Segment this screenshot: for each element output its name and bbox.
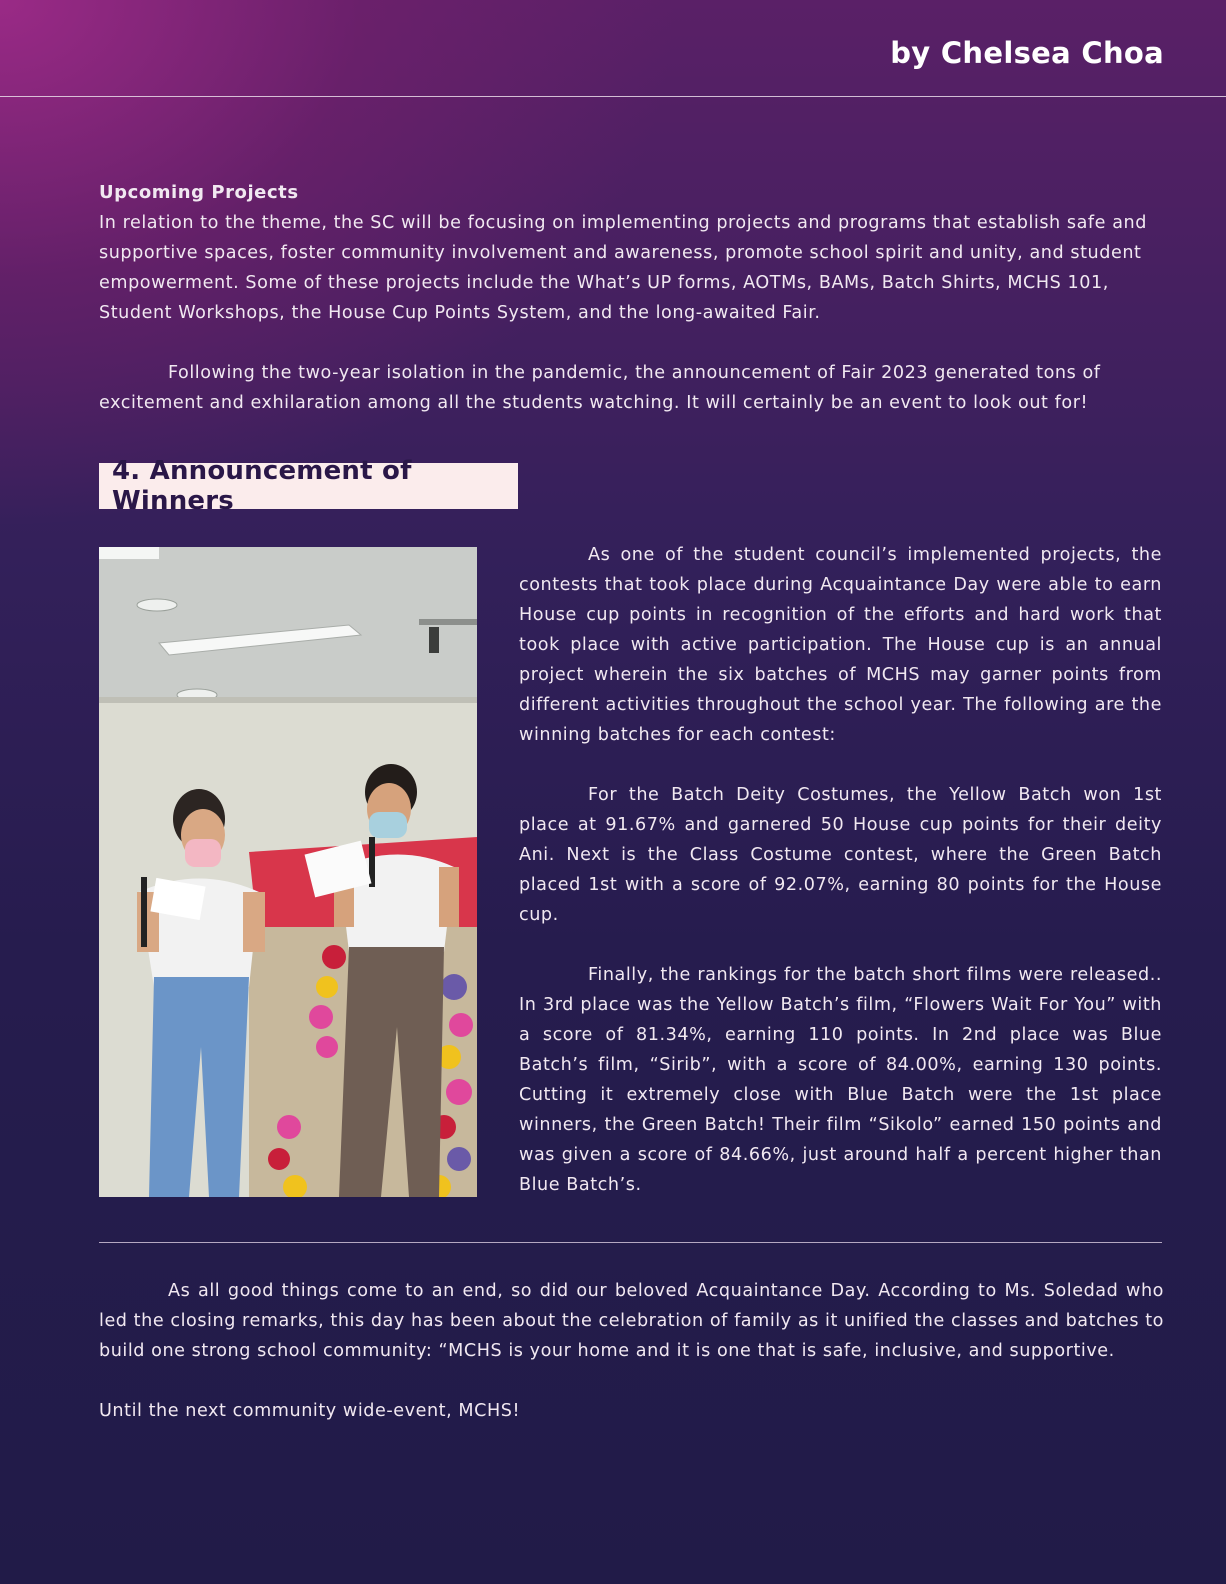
upcoming-projects-section [99,178,1164,418]
winners-heading: 4. Announcement of Winners [112,456,412,516]
winners-paragraph-films: Finally, the rankings for the batch short films were released.. In 3rd place was the Yellow Batch’s film, “Flowers Wait For You” with a score of 81.34%, earning 110 points. In 2nd place was Blue Batch’s film, “Sirib”, with a score of 84.00%, earning 130 points. Cutting it extremely close with Blue Batch were the 1st place winners, the Green Batch! Their film “Sikolo” earned 150 points and was given a score of 84.66%, just around half a percent higher than Blue Batch’s. [519,965,1162,1195]
closing-section [99,1276,1164,1456]
winners-paragraph-costumes: For the Batch Deity Costumes, the Yellow Batch won 1st place at 91.67% and garnered 50 House cup points for their deity Ani. Next is the Class Costume contest, where the Green Batch placed 1st with a score of 92.07%, earning 80 points for the House cup. [519,785,1162,925]
closing-signoff: Until the next community wide-event, MCHS! [99,1401,521,1421]
byline: by Chelsea Choa [890,36,1164,70]
winners-heading-box [99,456,518,516]
winners-text-column [519,540,1162,1230]
winners-paragraph-intro: As one of the student council’s implemented projects, the contests that took place during Acquaintance Day were able to earn House cup points in recognition of the efforts and hard work that took place with active participation. The House cup is an annual project wherein the six batches of MCHS may garner points from different activities throughout the school year. The following are the winning batches for each contest: [519,545,1162,745]
header-divider [0,96,1226,97]
upcoming-projects-heading: Upcoming Projects [99,182,299,203]
section-divider [99,1242,1162,1243]
fair-paragraph: Following the two-year isolation in the pandemic, the announcement of Fair 2023 generated tons of excitement and exhilaration among all the students watching. It will certainly be an event to look out for! [99,363,1101,413]
event-photo [99,547,477,1197]
upcoming-projects-paragraph: In relation to the theme, the SC will be focusing on implementing projects and programs that establish safe and supportive spaces, foster community involvement and awareness, promote school spirit and unity, and student empowerment. Some of these projects include the What’s UP forms, AOTMs, BAMs, Batch Shirts, MCHS 101, Student Workshops, the House Cup Points System, and the long-awaited Fair. [99,213,1147,323]
closing-paragraph: As all good things come to an end, so did our beloved Acquaintance Day. According to Ms. Soledad who led the closing remarks, this day has been about the celebration of family as it unified the classes and batches to build one strong school community: “MCHS is your home and it is one that is safe, inclusive, and supportive. [99,1281,1164,1361]
